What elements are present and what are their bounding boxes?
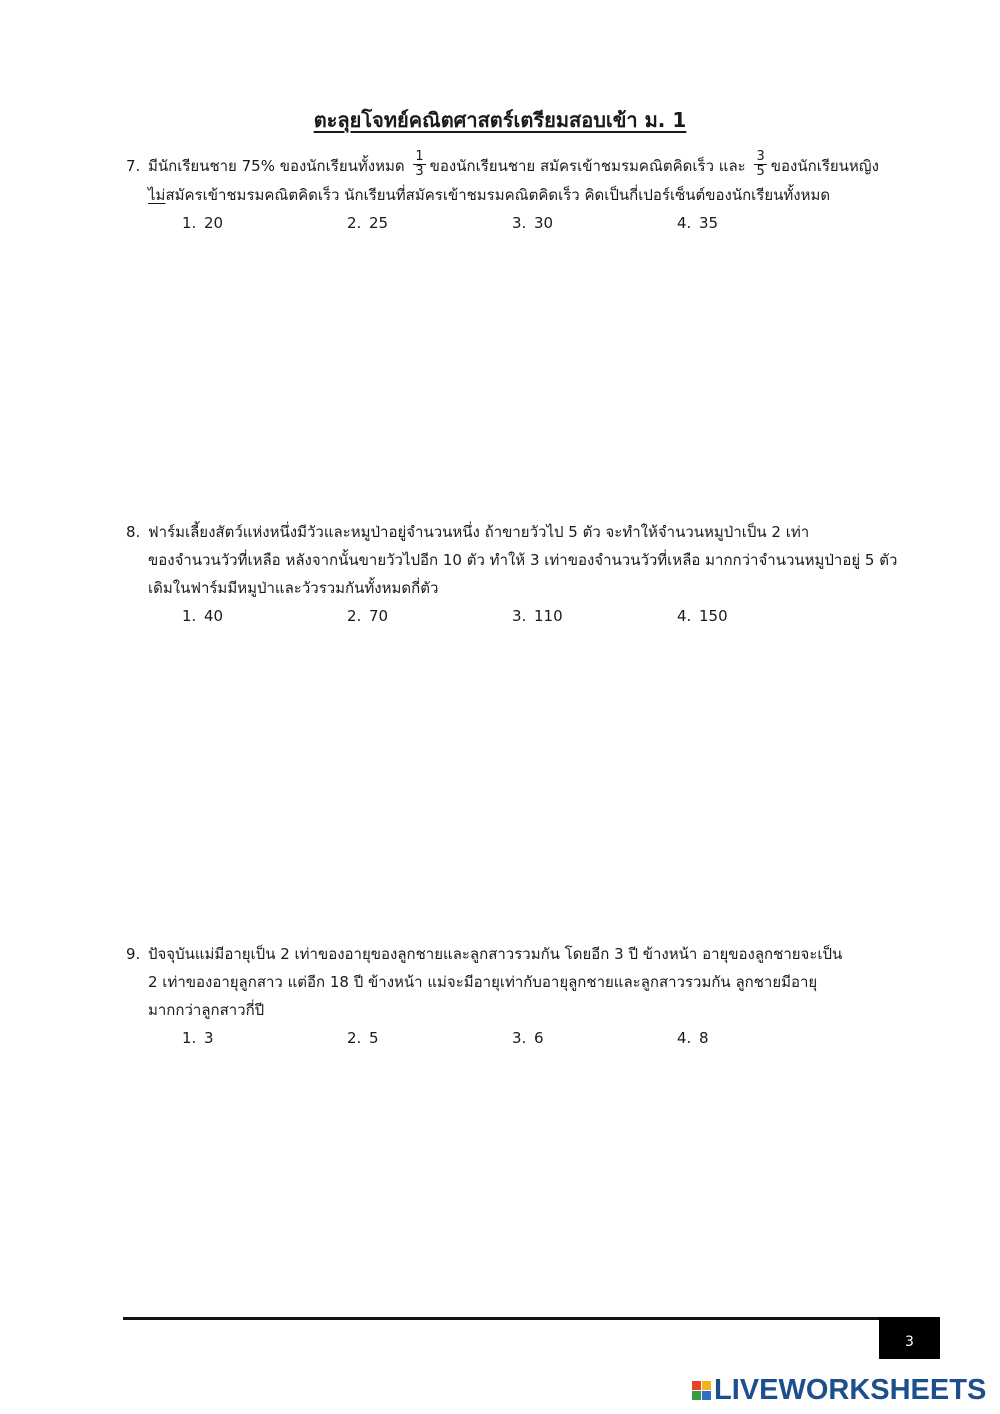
liveworksheets-logo-icon <box>692 1381 711 1400</box>
choice-number: 2. <box>347 1029 362 1047</box>
choice-3[interactable] <box>512 602 563 630</box>
choice-number: 4. <box>677 607 692 625</box>
fraction-denominator: 3 <box>415 164 424 179</box>
footer-divider <box>123 1317 879 1320</box>
question-number: 9. <box>126 945 141 963</box>
logo-square <box>692 1391 701 1400</box>
choice-4[interactable] <box>677 209 718 237</box>
choice-number: 2. <box>347 214 362 232</box>
fraction-numerator: 3 <box>756 149 765 164</box>
choice-2[interactable] <box>347 1024 379 1052</box>
brand-name: LIVEWORKSHEETS <box>714 1373 987 1406</box>
answer-choices <box>126 209 878 237</box>
choice-value: 30 <box>534 214 554 232</box>
liveworksheets-brand <box>692 1374 986 1406</box>
question-8-line-3: เดิมในฟาร์มมีหมูป่าและวัวรวมกันทั้งหมดกี่ตัว <box>148 579 439 597</box>
question-text: มีนักเรียนชาย 75% ของนักเรียนทั้งหมด <box>148 157 405 175</box>
fraction-three-fifths <box>754 150 766 179</box>
question-9 <box>126 940 878 1052</box>
choice-2[interactable] <box>347 602 388 630</box>
choice-number: 2. <box>347 607 362 625</box>
answer-choices <box>126 1024 878 1052</box>
choice-1[interactable] <box>182 602 223 630</box>
fraction-denominator: 5 <box>756 164 765 179</box>
choice-value: 40 <box>204 607 224 625</box>
question-9-line-3: มากกว่าลูกสาวกี่ปี <box>148 1001 265 1019</box>
question-9-line-2: 2 เท่าของอายุลูกสาว แต่อีก 18 ปี ข้างหน้า แม่จะมีอายุเท่ากับอายุลูกชายและลูกสาวรวมกัน ลูกชายมีอายุ <box>148 973 818 991</box>
page-number: 3 <box>879 1317 940 1359</box>
question-9-line-1 <box>126 940 878 968</box>
logo-square <box>692 1381 701 1390</box>
choice-number: 1. <box>182 214 197 232</box>
choice-value: 35 <box>699 214 719 232</box>
choice-value: 110 <box>534 607 563 625</box>
choice-3[interactable] <box>512 209 553 237</box>
question-text: ฟาร์มเลี้ยงสัตว์แห่งหนึ่งมีวัวและหมูป่าอยู่จำนวนหนึ่ง ถ้าขายวัวไป 5 ตัว จะทำให้จำนวนหมูป่าเป็น 2 เท่า <box>148 523 810 541</box>
choice-value: 5 <box>369 1029 379 1047</box>
question-number: 8. <box>126 523 141 541</box>
choice-1[interactable] <box>182 1024 214 1052</box>
question-text: ของนักเรียนหญิง <box>770 157 879 175</box>
choice-value: 70 <box>369 607 389 625</box>
choice-1[interactable] <box>182 209 223 237</box>
question-7-line-1 <box>126 149 879 181</box>
underlined-word: ไม่ <box>148 186 166 204</box>
worksheet-title: ตะลุยโจทย์คณิตศาสตร์เตรียมสอบเข้า ม. 1 <box>313 108 687 132</box>
choice-value: 3 <box>204 1029 214 1047</box>
choice-value: 8 <box>699 1029 709 1047</box>
choice-3[interactable] <box>512 1024 544 1052</box>
question-8-line-1 <box>126 518 878 546</box>
choice-number: 3. <box>512 1029 527 1047</box>
choice-number: 1. <box>182 1029 197 1047</box>
question-8 <box>126 518 898 630</box>
question-7-line-2 <box>126 181 878 209</box>
fraction-one-third <box>413 150 425 179</box>
logo-square <box>702 1381 711 1390</box>
question-text: สมัครเข้าชมรมคณิตคิดเร็ว นักเรียนที่สมัครเข้าชมรมคณิตคิดเร็ว คิดเป็นกี่เปอร์เซ็นต์ของนักเรียนทั้งหมด <box>165 186 831 204</box>
choice-value: 6 <box>534 1029 544 1047</box>
logo-square <box>702 1391 711 1400</box>
question-7 <box>126 149 879 237</box>
question-text: ปัจจุบันแม่มีอายุเป็น 2 เท่าของอายุของลูกชายและลูกสาวรวมกัน โดยอีก 3 ปี ข้างหน้า อายุของลูกชายจะเป็น <box>148 945 843 963</box>
answer-choices <box>126 602 878 630</box>
question-number: 7. <box>126 157 141 175</box>
choice-4[interactable] <box>677 1024 709 1052</box>
choice-value: 25 <box>369 214 389 232</box>
choice-number: 3. <box>512 214 527 232</box>
choice-value: 150 <box>699 607 728 625</box>
question-text: ของนักเรียนชาย สมัครเข้าชมรมคณิตคิดเร็ว และ <box>429 157 746 175</box>
choice-4[interactable] <box>677 602 728 630</box>
choice-number: 3. <box>512 607 527 625</box>
question-8-line-2: ของจำนวนวัวที่เหลือ หลังจากนั้นขายวัวไปอีก 10 ตัว ทำให้ 3 เท่าของจำนวนวัวที่เหลือ มากกว่าจำนวนหมูป่าอยู่ 5 ตัว <box>148 551 898 569</box>
choice-number: 1. <box>182 607 197 625</box>
fraction-numerator: 1 <box>415 149 424 164</box>
choice-2[interactable] <box>347 209 388 237</box>
choice-value: 20 <box>204 214 224 232</box>
choice-number: 4. <box>677 1029 692 1047</box>
choice-number: 4. <box>677 214 692 232</box>
